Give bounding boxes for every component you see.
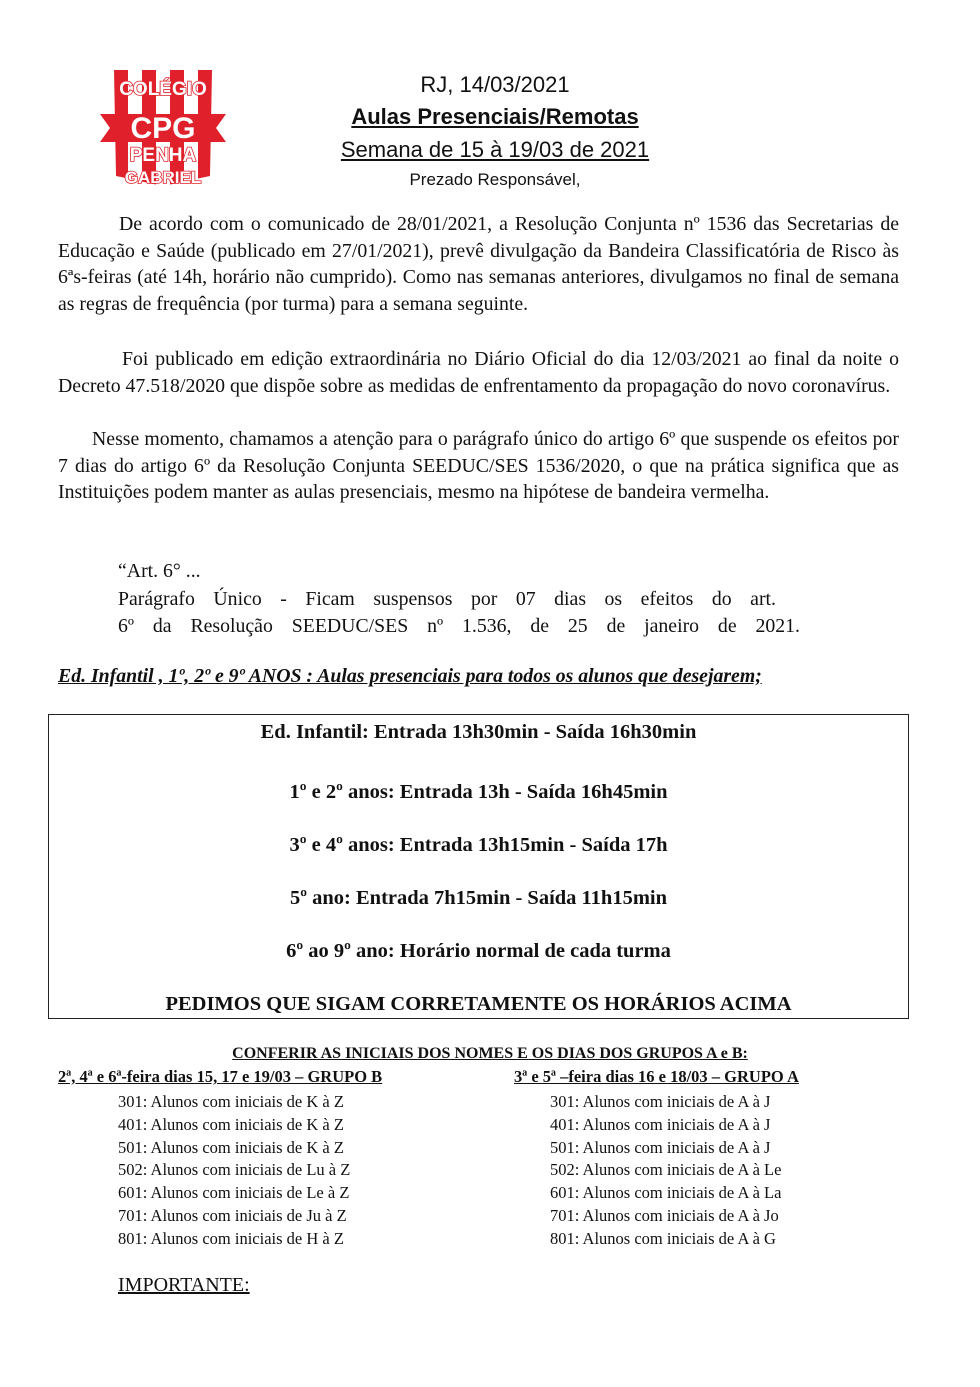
quote-line-2: Parágrafo Único - Ficam suspensos por 07 dias os efeitos do art. <box>118 588 776 610</box>
quote-line-3: 6º da Resolução SEEDUC/SES nº 1.536, de 25 de janeiro de 2021. <box>118 615 800 637</box>
group-a-list <box>550 1091 781 1251</box>
list-item: 701: Alunos com iniciais de Ju à Z <box>118 1205 347 1225</box>
schedule-line-3-4-anos: 3º e 4º anos: Entrada 13h15min - Saída 17h <box>289 834 668 856</box>
schedule-notice: PEDIMOS QUE SIGAM CORRETAMENTE OS HORÁRIOS ACIMA <box>165 993 792 1015</box>
logo-text-colegio: COLÉGIO <box>119 79 207 100</box>
quote-line-1: “Art. 6° ... <box>118 560 201 582</box>
document-week: Semana de 15 à 19/03 de 2021 <box>340 137 650 162</box>
group-b-list <box>118 1091 350 1251</box>
list-item: 801: Alunos com iniciais de H à Z <box>118 1228 344 1248</box>
list-item: 801: Alunos com iniciais de A à G <box>550 1228 776 1248</box>
list-item: 601: Alunos com iniciais de A à La <box>550 1183 782 1203</box>
list-item: 301: Alunos com iniciais de A à J <box>550 1092 771 1111</box>
list-item: 501: Alunos com iniciais de K à Z <box>118 1137 344 1157</box>
schedule-box <box>48 714 909 1019</box>
list-item: 701: Alunos com iniciais de A à Jo <box>550 1205 779 1225</box>
document-date: RJ, 14/03/2021 <box>420 72 570 97</box>
logo-text-penha: PENHA <box>129 145 197 166</box>
schedule-line-infantil: Ed. Infantil: Entrada 13h30min - Saída 16h30min <box>260 721 697 743</box>
logo-text-cpg: CPG <box>130 112 196 145</box>
list-item: 401: Alunos com iniciais de A à J <box>550 1114 771 1134</box>
list-item: 401: Alunos com iniciais de K à Z <box>118 1114 344 1134</box>
schedule-line-1-2-anos: 1º e 2º anos: Entrada 13h - Saída 16h45min <box>289 781 668 803</box>
group-a-heading: 3ª e 5ª –feira dias 16 e 18/03 – GRUPO A <box>514 1067 799 1086</box>
list-item: 601: Alunos com iniciais de Le à Z <box>118 1183 350 1203</box>
paragraph-3: Nesse momento, chamamos a atenção para o parágrafo único do artigo 6º que suspende os efeitos por 7 dias do artigo 6º da Resolução Conjunta SEEDUC/SES 1536/2020, o que na prática significa que as Instituições podem manter as aulas presenciais, mesmo na hipótese de bandeira vermelha. <box>58 428 899 503</box>
list-item: 502: Alunos com iniciais de Lu à Z <box>118 1160 351 1180</box>
school-logo <box>100 62 226 188</box>
list-item: 502: Alunos com iniciais de A à Le <box>550 1160 782 1180</box>
paragraph-2: Foi publicado em edição extraordinária no Diário Oficial do dia 12/03/2021 ao final da noite o Decreto 47.518/2020 que dispõe sobre as medidas de enfrentamento da propagação do novo coronavírus. <box>58 348 899 397</box>
groups-title: CONFERIR AS INICIAIS DOS NOMES E OS DIAS DOS GRUPOS A e B: <box>232 1045 748 1062</box>
group-b-heading: 2ª, 4ª e 6ª-feira dias 15, 17 e 19/03 – GRUPO B <box>58 1067 383 1086</box>
greeting: Prezado Responsável, <box>409 170 581 189</box>
paragraph-1: De acordo com o comunicado de 28/01/2021, a Resolução Conjunta nº 1536 das Secretarias de Educação e Saúde (publicado em 27/01/2021), prevê divulgação da Bandeira Classificatória de Risco às 6ªs-feiras (até 14h, horário não cumprido). Como nas semanas anteriores, divulgamos no final de semana as regras de frequência (por turma) para a semana seguinte. <box>58 213 899 315</box>
document-title: Aulas Presenciais/Remotas <box>351 104 639 129</box>
important-heading: IMPORTANTE: <box>118 1274 250 1296</box>
schedule-line-6-9-ano: 6º ao 9º ano: Horário normal de cada turma <box>286 940 671 962</box>
list-item: 301: Alunos com iniciais de K à Z <box>118 1092 344 1111</box>
schedule-line-5-ano: 5º ano: Entrada 7h15min - Saída 11h15min <box>290 887 667 909</box>
logo-text-gabriel: GABRIEL <box>124 168 202 187</box>
list-item: 501: Alunos com iniciais de A à J <box>550 1137 771 1157</box>
presencial-note: Ed. Infantil , 1º, 2º e 9º ANOS : Aulas presenciais para todos os alunos que desejarem; <box>58 665 762 687</box>
